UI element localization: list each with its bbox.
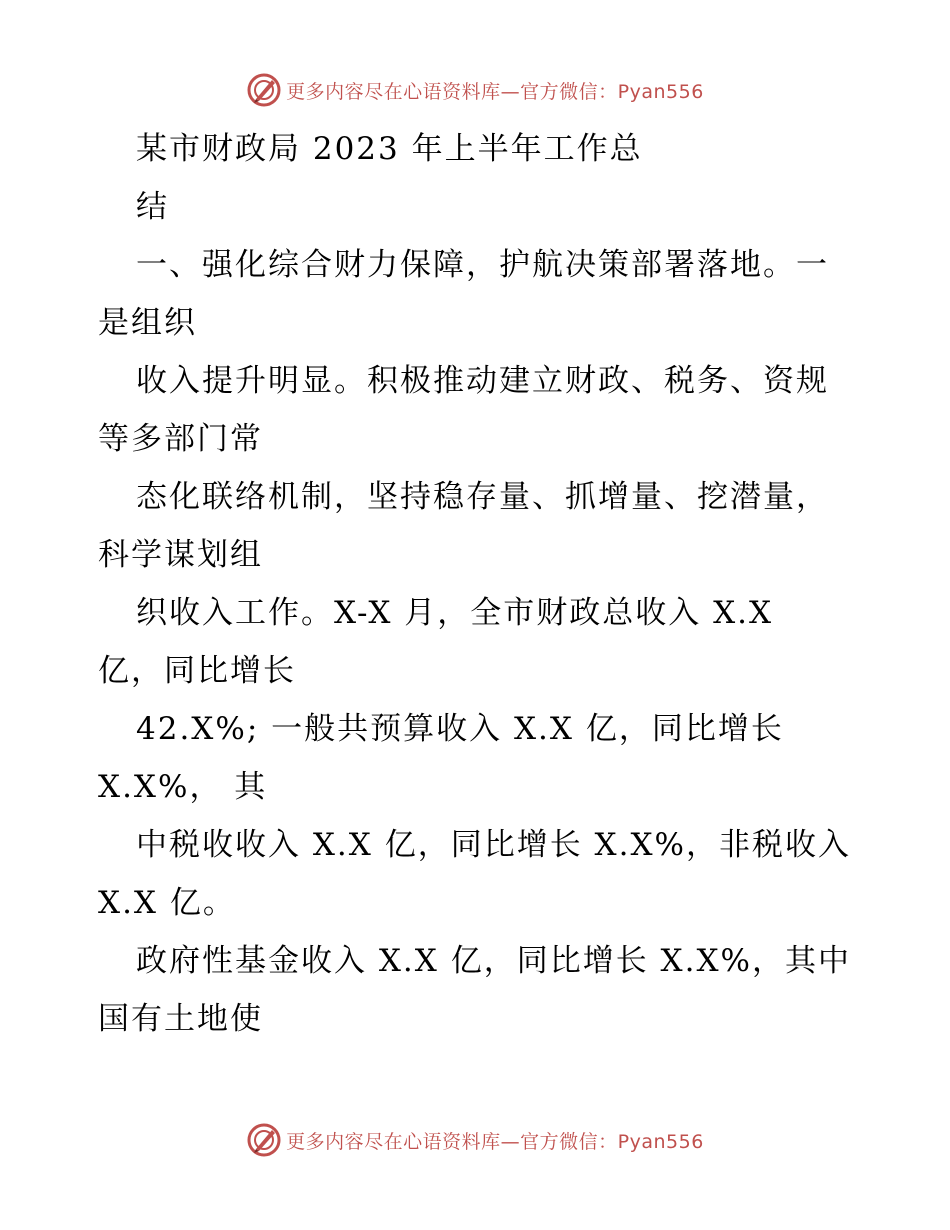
text-line: X.X 亿。 (98, 885, 236, 921)
text-line: 等多部门常 (98, 421, 263, 457)
text-line: 是组织 (98, 305, 197, 341)
text-line: 一、强化综合财力保障，护航决策部署落地。一 (136, 247, 829, 283)
text-line: 中税收收入 X.X 亿，同比增长 X.X%，非税收入 (136, 827, 852, 863)
text-line: 态化联络机制，坚持稳存量、抓增量、挖潜量， (136, 479, 829, 515)
pen-logo-icon (246, 1122, 282, 1158)
text-line: 收入提升明显。积极推动建立财政、税务、资规 (136, 363, 829, 399)
text-line: 科学谋划组 (98, 537, 263, 573)
text-line: 某市财政局 2023 年上半年工作总 (136, 131, 643, 167)
watermark-text: 更多内容尽在心语资料库—官方微信：Pyan556 (286, 1130, 704, 1153)
watermark-text: 更多内容尽在心语资料库—官方微信：Pyan556 (286, 80, 704, 103)
footer-watermark (0, 1120, 950, 1160)
text-line: 42.X%; 一般共预算收入 X.X 亿，同比增长 (136, 711, 784, 747)
text-line: 结 (136, 189, 169, 225)
text-line: X.X%， 其 (98, 769, 268, 805)
header-watermark (0, 70, 950, 110)
text-line: 亿，同比增长 (98, 653, 296, 689)
document-body (98, 120, 868, 1048)
text-line: 织收入工作。X-X 月，全市财政总收入 X.X (136, 595, 774, 631)
text-line: 国有土地使 (98, 1001, 263, 1037)
text-line: 政府性基金收入 X.X 亿，同比增长 X.X%，其中 (136, 943, 852, 979)
pen-logo-icon (246, 72, 282, 108)
